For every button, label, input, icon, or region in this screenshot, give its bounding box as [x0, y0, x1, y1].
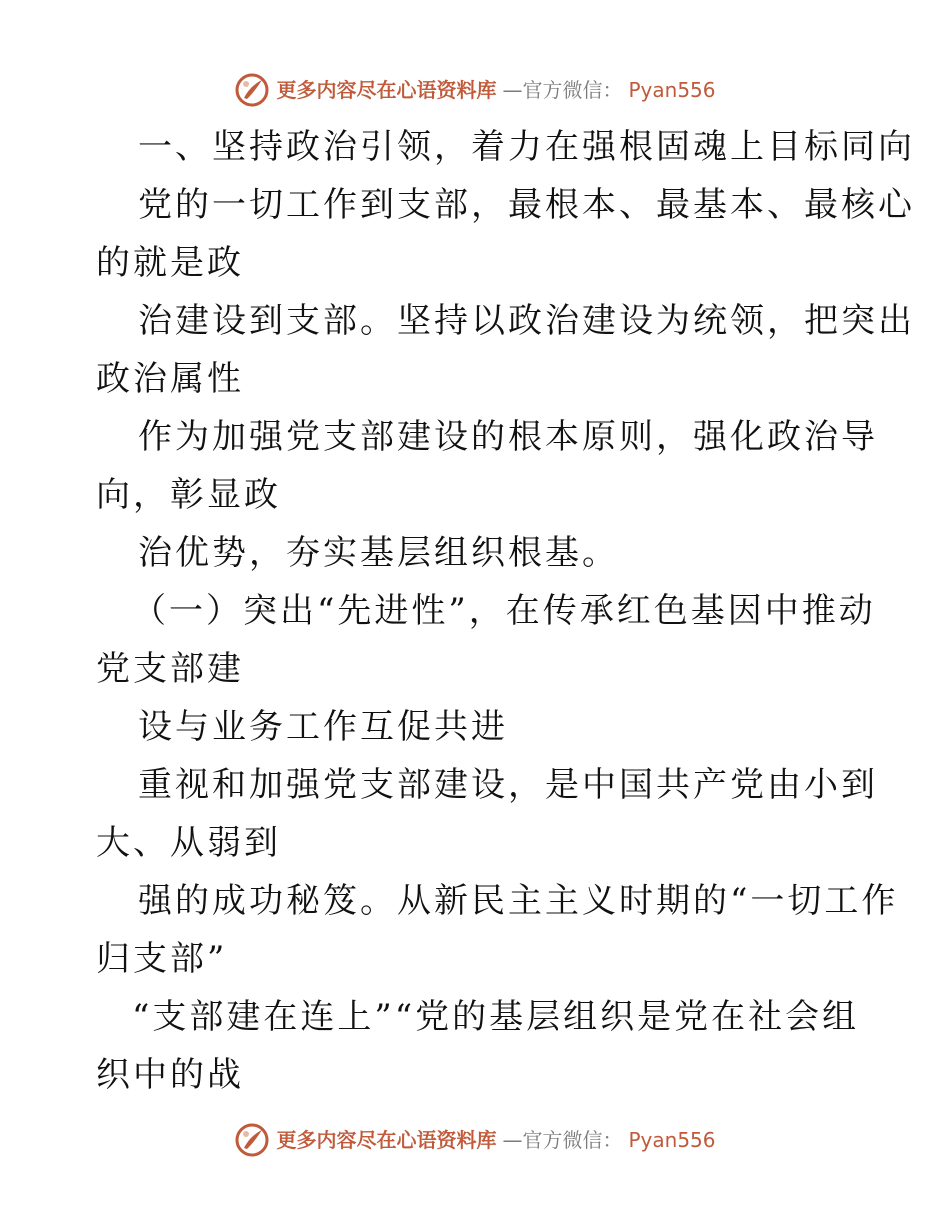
paragraph-line: 政治属性: [96, 359, 244, 399]
document-body: [96, 118, 915, 1104]
paragraph-line: 重视和加强党支部建设，是中国共产党由小到: [138, 765, 878, 805]
header-banner: [0, 68, 950, 112]
quill-logo-icon: [234, 1122, 270, 1158]
paragraph-line: （一）突出“先进性”，在传承红色基因中推动: [132, 591, 876, 631]
paragraph-line: 治优势，夯实基层组织根基。: [138, 533, 619, 573]
header-banner-text: 更多内容尽在心语资料库: [276, 78, 497, 102]
paragraph-line: 的就是政: [96, 243, 244, 283]
footer-banner-subtext: —官方微信：: [502, 1128, 623, 1152]
footer-banner-id: Pyan556: [628, 1128, 716, 1152]
header-banner-id: Pyan556: [628, 78, 716, 102]
paragraph-line: 作为加强党支部建设的根本原则，强化政治导: [138, 417, 878, 457]
quill-logo-icon: [234, 72, 270, 108]
paragraph-line: 织中的战: [96, 1055, 244, 1095]
header-banner-subtext: —官方微信：: [502, 78, 623, 102]
paragraph-line: 强的成功秘笈。从新民主主义时期的“一切工作: [138, 881, 899, 921]
footer-banner-text: 更多内容尽在心语资料库: [276, 1128, 497, 1152]
paragraph-line: 向，彰显政: [96, 475, 281, 515]
paragraph-line: 党支部建: [96, 649, 244, 689]
paragraph-line: 归支部”: [96, 939, 228, 979]
paragraph-line: “支部建在连上”“党的基层组织是党在社会组: [132, 997, 860, 1037]
paragraph-line: 设与业务工作互促共进: [138, 707, 508, 747]
paragraph-line: 党的一切工作到支部，最根本、最基本、最核心: [138, 185, 915, 225]
paragraph-line: 一、坚持政治引领，着力在强根固魂上目标同向: [138, 127, 915, 167]
paragraph-line: 大、从弱到: [96, 823, 281, 863]
paragraph-line: 治建设到支部。坚持以政治建设为统领，把突出: [138, 301, 915, 341]
footer-banner: [0, 1118, 950, 1162]
